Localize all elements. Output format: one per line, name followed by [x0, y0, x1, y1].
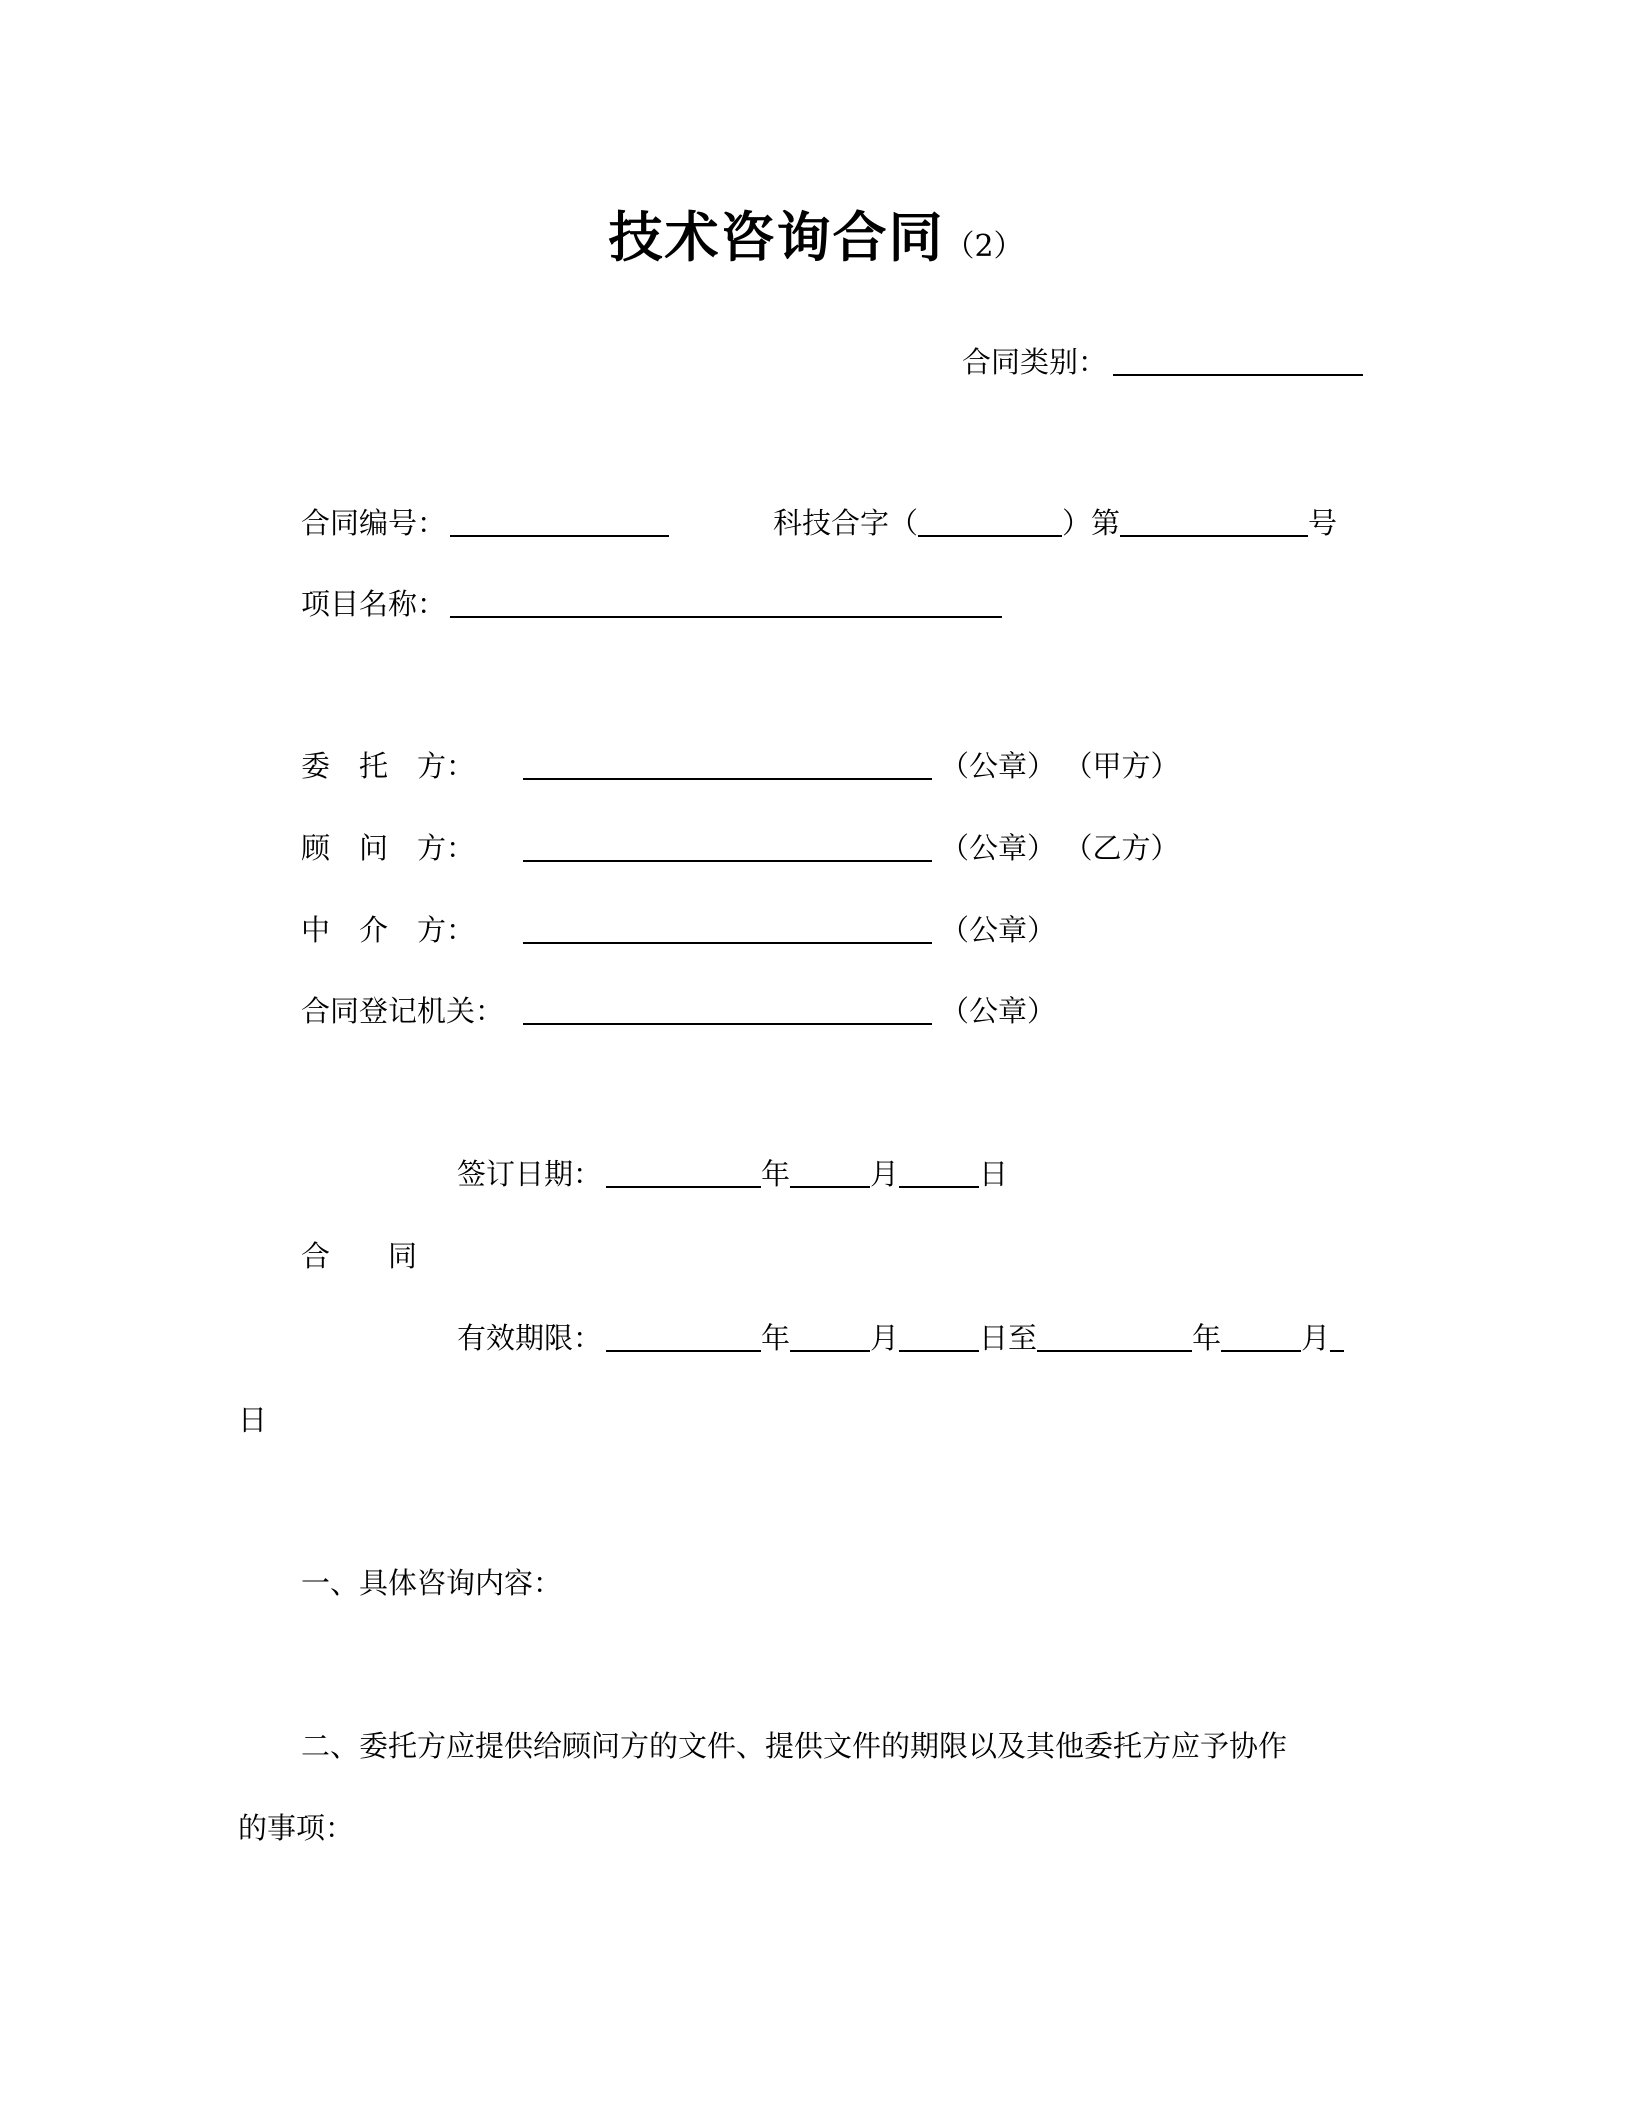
validity-year2-unit: 年	[1192, 1321, 1222, 1355]
tech-serial-blank[interactable]	[1120, 507, 1308, 537]
consultant-blank[interactable]	[523, 832, 932, 862]
signing-date-label: 签订日期：	[457, 1157, 603, 1191]
client-role: （甲方）	[1078, 749, 1180, 783]
title-main: 技术咨询合同	[608, 206, 945, 269]
validity-day2: 日	[238, 1403, 268, 1437]
contract-number-blank[interactable]	[450, 507, 669, 537]
tech-mid: ）第	[1062, 506, 1121, 540]
agent-row	[301, 910, 1056, 950]
client-seal: （公章）	[940, 749, 1057, 783]
contract-word: 合 同	[301, 1239, 418, 1273]
agent-blank[interactable]	[523, 914, 932, 944]
section-2-line-2: 的事项：	[238, 1811, 355, 1845]
tech-contract-number-row	[773, 503, 1337, 543]
signing-date-row	[457, 1154, 1008, 1194]
project-name-blank[interactable]	[450, 588, 1002, 618]
validity-end-day-blank[interactable]	[1330, 1322, 1344, 1352]
agent-seal: （公章）	[940, 913, 1057, 947]
registrar-seal: （公章）	[940, 994, 1057, 1028]
section-1-heading: 一、具体咨询内容：	[301, 1566, 563, 1600]
registrar-row	[301, 991, 1056, 1031]
signing-day-blank[interactable]	[899, 1158, 979, 1188]
contract-category-label: 合同类别：	[962, 345, 1108, 379]
validity-day-to: 日至	[979, 1321, 1038, 1355]
project-name-row	[301, 584, 1002, 624]
document-title	[0, 195, 1632, 272]
validity-row	[457, 1318, 1344, 1358]
project-name-label: 项目名称：	[301, 587, 447, 621]
validity-end-year-blank[interactable]	[1037, 1322, 1192, 1352]
title-sub: （2）	[944, 229, 1024, 264]
contract-category-row	[962, 342, 1363, 382]
signing-day-unit: 日	[979, 1157, 1009, 1191]
consultant-row	[301, 828, 1180, 868]
validity-year-unit: 年	[761, 1321, 791, 1355]
validity-start-year-blank[interactable]	[606, 1322, 761, 1352]
signing-month-blank[interactable]	[790, 1158, 870, 1188]
consultant-label: 顾 问 方：	[301, 831, 476, 865]
validity-month-unit: 月	[870, 1321, 900, 1355]
consultant-seal: （公章）	[940, 831, 1057, 865]
agent-label: 中 介 方：	[301, 913, 476, 947]
validity-label: 有效期限：	[457, 1321, 603, 1355]
client-label: 委 托 方：	[301, 749, 476, 783]
validity-end-month-blank[interactable]	[1221, 1322, 1301, 1352]
contract-number-label: 合同编号：	[301, 506, 447, 540]
client-blank[interactable]	[523, 750, 932, 780]
validity-start-month-blank[interactable]	[790, 1322, 870, 1352]
section-2-line-1: 二、委托方应提供给顾问方的文件、提供文件的期限以及其他委托方应予协作	[301, 1729, 1288, 1763]
contract-number-row	[301, 503, 669, 543]
contract-category-blank[interactable]	[1113, 346, 1363, 376]
tech-suffix: 号	[1308, 506, 1338, 540]
signing-year-unit: 年	[761, 1157, 791, 1191]
registrar-blank[interactable]	[523, 995, 932, 1025]
tech-year-blank[interactable]	[918, 507, 1062, 537]
signing-month-unit: 月	[870, 1157, 900, 1191]
tech-prefix: 科技合字（	[773, 506, 919, 540]
client-row	[301, 746, 1180, 786]
validity-month2-unit: 月	[1301, 1321, 1331, 1355]
validity-start-day-blank[interactable]	[899, 1322, 979, 1352]
registrar-label: 合同登记机关：	[301, 994, 505, 1028]
signing-year-blank[interactable]	[606, 1158, 761, 1188]
consultant-role: （乙方）	[1078, 831, 1180, 865]
